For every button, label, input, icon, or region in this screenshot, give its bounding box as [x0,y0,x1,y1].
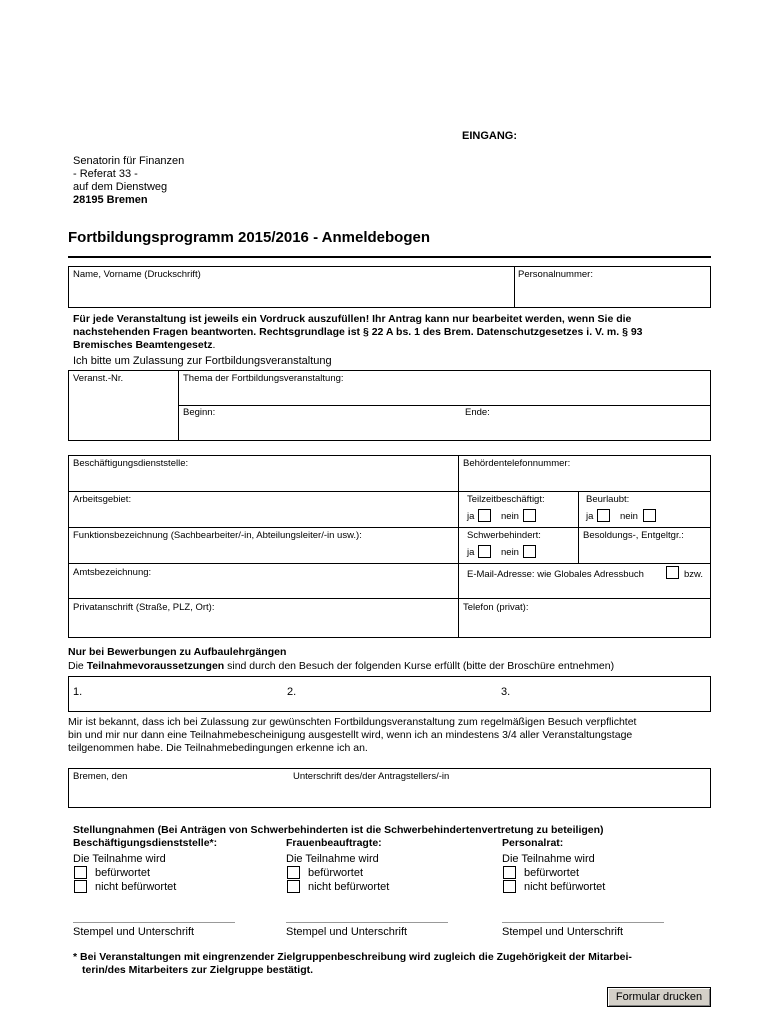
nein-label: nein [501,547,519,558]
ja-label: ja [467,511,475,522]
intro-line: nachstehenden Fragen beantworten. Rechtsgrundlage ist § 22 A bs. 1 des Brem. Datenschutzgesetzes i. V. m. § 93 [73,326,643,338]
divider [578,491,579,563]
address-line: Senatorin für Finanzen [73,155,185,167]
footnote-line: * Bei Veranstaltungen mit eingrenzender Zielgruppenbeschreibung wird zugleich die Zugehörigkeit der Mitarbei- [73,951,632,963]
kurse-box [68,676,711,712]
aufbau-pre: Die [68,660,87,672]
ja-label: ja [467,547,475,558]
bzw-label: bzw. [684,569,704,580]
ort-datum-field[interactable]: Bremen, den [73,771,128,782]
divider [458,455,459,638]
beurlaubt-ja-checkbox[interactable] [597,509,610,522]
eingang-label: EINGANG: [462,130,517,142]
statement-intro: Die Teilnahme wird [73,853,166,865]
behoerdentelefon-field[interactable]: Behördentelefonnummer: [463,458,571,469]
aufbau-post: sind durch den Besuch der folgenden Kurse erfüllt (bitte der Broschüre entnehmen) [224,660,615,672]
intro-line: Für jede Veranstaltung ist jeweils ein Vordruck auszufüllen! Ihr Antrag kann nur bearbeitet werden, wenn Sie die [73,313,632,325]
option-label: nicht befürwortet [95,881,177,893]
stamp-line [286,922,448,923]
statement-intro: Die Teilnahme wird [286,853,379,865]
title-rule [68,256,711,258]
stamp-line [73,922,235,923]
divider [178,405,711,406]
telefon-privat-field[interactable]: Telefon (privat): [463,602,529,613]
besoldung-field[interactable]: Besoldungs-, Entgeltgr.: [583,530,684,541]
stamp-label: Stempel und Unterschrift [502,926,624,938]
statement-title: Personalrat: [502,837,564,849]
intro-tail: . [212,339,216,351]
option-label: befürwortet [308,867,364,879]
divider [68,527,711,528]
teilzeit-ja-checkbox[interactable] [478,509,491,522]
personalnummer-field[interactable]: Personalnummer: [518,269,593,280]
name-field[interactable]: Name, Vorname (Druckschrift) [73,269,201,280]
privatanschrift-field[interactable]: Privatanschrift (Straße, PLZ, Ort): [73,602,215,613]
statement-title: Beschäftigungsdienststelle*: [73,837,218,849]
befuerwortet-checkbox[interactable] [503,866,516,879]
aufbau-bold: Teilnahmevoraussetzungen [86,660,225,672]
declaration-line: teilgenommen habe. Die Teilnahmebedingungen erkenne ich an. [68,742,368,754]
kurs-3-field[interactable]: 3. [501,686,511,698]
email-label: E-Mail-Adresse: wie Globales Adressbuch [467,569,644,580]
arbeitsgebiet-field[interactable]: Arbeitsgebiet: [73,494,132,505]
schwerbehindert-ja-checkbox[interactable] [478,545,491,558]
footnote-line: terin/des Mitarbeiters zur Zielgruppe bestätigt. [82,964,314,976]
stamp-label: Stempel und Unterschrift [73,926,195,938]
intro-line [73,339,215,352]
stamp-label: Stempel und Unterschrift [286,926,408,938]
email-checkbox[interactable] [666,566,679,579]
ende-field[interactable]: Ende: [465,407,490,418]
divider [68,491,711,492]
thema-field[interactable]: Thema der Fortbildungsveranstaltung: [183,373,344,384]
aufbau-line [68,660,614,673]
divider [68,563,711,564]
divider [68,598,711,599]
kurs-2-field[interactable]: 2. [287,686,297,698]
statement-title: Frauenbeauftragte: [286,837,382,849]
option-label: nicht befürwortet [524,881,606,893]
address-line: 28195 Bremen [73,194,148,206]
address-line: - Referat 33 - [73,168,138,180]
print-form-button[interactable]: Formular drucken [607,987,711,1007]
beurlaubt-nein-checkbox[interactable] [643,509,656,522]
option-label: befürwortet [95,867,151,879]
nicht-befuerwortet-checkbox[interactable] [287,880,300,893]
funktion-field[interactable]: Funktionsbezeichnung (Sachbearbeiter/-in, Abteilungsleiter/-in usw.): [73,530,362,541]
ja-label: ja [586,511,594,522]
page-title: Fortbildungsprogramm 2015/2016 - Anmeldebogen [68,229,431,246]
kurs-1-field[interactable]: 1. [73,686,83,698]
statement-intro: Die Teilnahme wird [502,853,595,865]
schwerbehindert-label: Schwerbehindert: [467,530,541,541]
address-line: auf dem Dienstweg [73,181,168,193]
befuerwortet-checkbox[interactable] [287,866,300,879]
befuerwortet-checkbox[interactable] [74,866,87,879]
dienststelle-field[interactable]: Beschäftigungsdienststelle: [73,458,189,469]
intro-bold: Bremisches Beamtengesetz [73,339,213,351]
divider [514,266,515,308]
unterschrift-field[interactable]: Unterschrift des/der Antragstellers/-in [293,771,450,782]
declaration-line: bin und mir nur dann eine Teilnahmebescheinigung ausgestellt wird, wenn ich an mindestens 3/4 aller Veranstaltungstage [68,729,633,741]
beurlaubt-label: Beurlaubt: [586,494,630,505]
aufbau-heading: Nur bei Bewerbungen zu Aufbaulehrgängen [68,646,287,658]
stamp-line [502,922,664,923]
option-label: nicht befürwortet [308,881,390,893]
nicht-befuerwortet-checkbox[interactable] [74,880,87,893]
statements-heading: Stellungnahmen (Bei Anträgen von Schwerbehinderten ist die Schwerbehindertenvertretung zu beteiligen) [73,824,604,836]
request-line: Ich bitte um Zulassung zur Fortbildungsveranstaltung [73,355,332,367]
nein-label: nein [501,511,519,522]
veranst-nr-field[interactable]: Veranst.-Nr. [73,373,124,384]
teilzeit-nein-checkbox[interactable] [523,509,536,522]
beginn-field[interactable]: Beginn: [183,407,216,418]
declaration-line: Mir ist bekannt, dass ich bei Zulassung zur gewünschten Fortbildungsveranstaltung zum regelmäßigen Besuch verpflichtet [68,716,637,728]
option-label: befürwortet [524,867,580,879]
teilzeit-label: Teilzeitbeschäftigt: [467,494,545,505]
schwerbehindert-nein-checkbox[interactable] [523,545,536,558]
nein-label: nein [620,511,638,522]
nicht-befuerwortet-checkbox[interactable] [503,880,516,893]
amtsbezeichnung-field[interactable]: Amtsbezeichnung: [73,567,152,578]
